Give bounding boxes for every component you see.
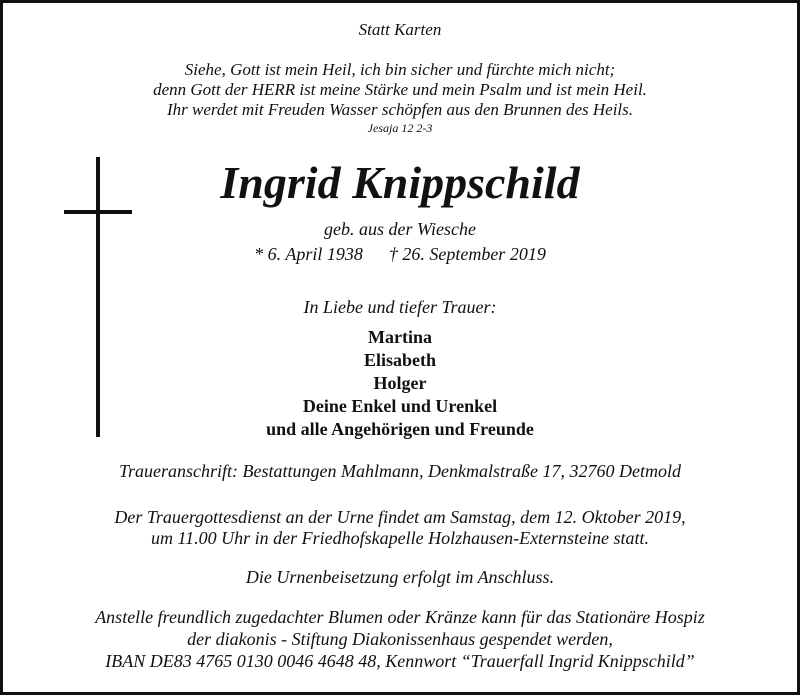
mourner-name: Elisabeth [363, 350, 437, 370]
service-line-2: um 11.00 Uhr in der Friedhofskapelle Holzhausen-Externsteine statt. [150, 528, 650, 548]
death-date: † 26. September 2019 [388, 244, 546, 264]
verse-line-1: Siehe, Gott ist mein Heil, ich bin sicher und fürchte mich nicht; [184, 60, 616, 79]
life-dates [0, 244, 800, 265]
mourner-name: Martina [368, 327, 432, 347]
mourners-intro: In Liebe und tiefer Trauer: [303, 297, 497, 317]
donation-line-2: der diakonis - Stiftung Diakonissenhaus gespendet werden, [187, 629, 613, 649]
address-line: Traueranschrift: Bestattungen Mahlmann, Denkmalstraße 17, 32760 Detmold [119, 461, 681, 481]
burial-line: Die Urnenbeisetzung erfolgt im Anschluss. [245, 567, 555, 587]
verse-line-3: Ihr werdet mit Freuden Wasser schöpfen aus den Brunnen des Heils. [166, 100, 634, 119]
donation-line-1: Anstelle freundlich zugedachter Blumen oder Kränze kann für das Stationäre Hospiz [95, 607, 705, 627]
cross-icon-bar [64, 210, 132, 214]
verse-reference: Jesaja 12 2-3 [367, 121, 433, 135]
deceased-name: Ingrid Knippschild [220, 157, 580, 208]
mourner-name: Deine Enkel und Urenkel [302, 396, 498, 416]
donation-line-3: IBAN DE83 4765 0130 0046 4648 48, Kennwort “Trauerfall Ingrid Knippschild” [105, 651, 695, 671]
mourner-name: und alle Angehörigen und Freunde [266, 419, 534, 439]
verse-line-2: denn Gott der HERR ist meine Stärke und mein Psalm und ist mein Heil. [153, 80, 647, 99]
mourner-name: Holger [373, 373, 427, 393]
birth-name: geb. aus der Wiesche [324, 219, 476, 239]
header-text: Statt Karten [358, 20, 442, 39]
birth-date: * 6. April 1938 [254, 244, 363, 264]
service-line-1: Der Trauergottesdienst an der Urne findet am Samstag, dem 12. Oktober 2019, [114, 507, 686, 527]
